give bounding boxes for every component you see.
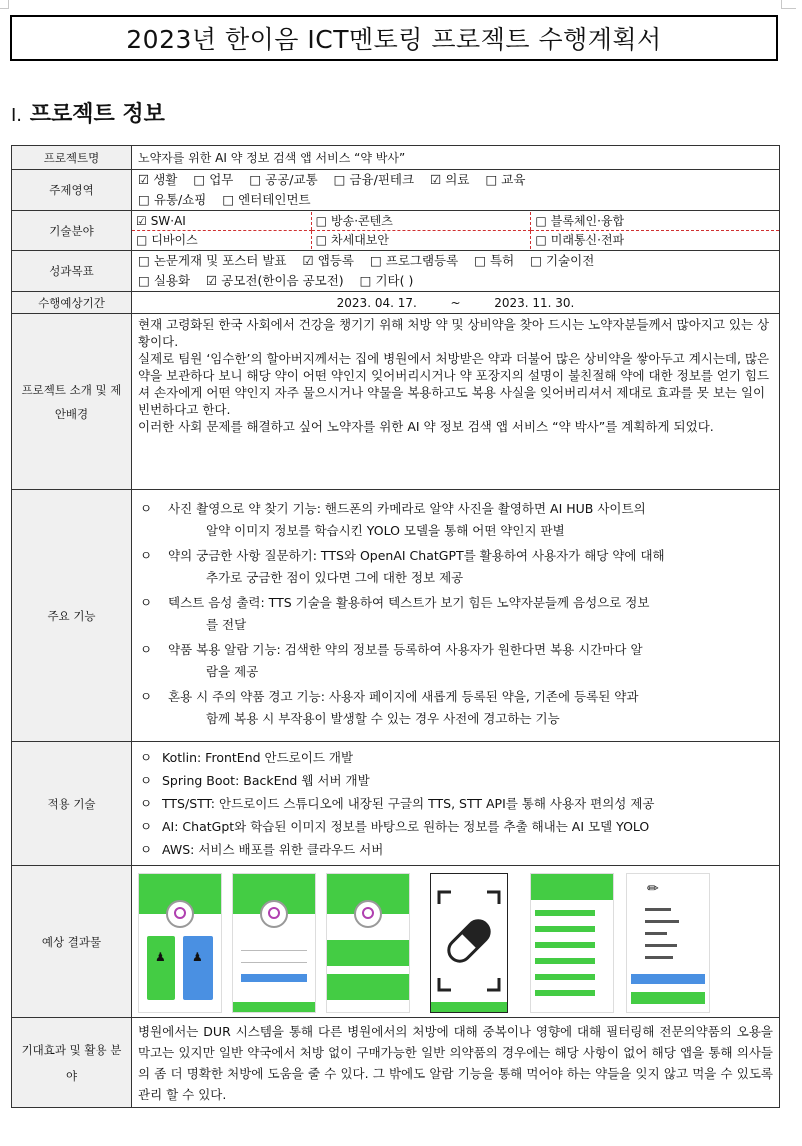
checkbox-icon: □ (485, 172, 498, 187)
app-screen-login (138, 873, 222, 1013)
menu-item-search (327, 974, 409, 1000)
domain-line-1 (138, 170, 773, 190)
option-item (530, 251, 594, 271)
period-separator: ~ (450, 295, 461, 310)
label-result: 예상 결과물 (12, 866, 132, 1018)
bullet-icon: ㅇ (140, 689, 153, 704)
tech-field-option (311, 231, 531, 250)
option-label: 기술이전 (545, 253, 595, 268)
feature-item (134, 498, 771, 542)
label-goal: 성과목표 (12, 251, 132, 292)
option-label: 블록체인·융합 (550, 214, 625, 228)
option-label: 논문게재 및 포스터 발표 (153, 253, 287, 268)
checkbox-icon: ☑ (138, 172, 150, 187)
list-item (535, 910, 595, 916)
option-label: 업무 (209, 172, 234, 187)
bullet-icon: ㅇ (140, 819, 153, 834)
result-screens (132, 866, 780, 1018)
app-screen-signup (232, 873, 316, 1013)
checkbox-icon: □ (222, 192, 235, 207)
pill-icon: ✏ (647, 880, 659, 897)
bullet-icon: ㅇ (140, 548, 153, 563)
label-period: 수행예상기간 (12, 292, 132, 314)
checkbox-icon: □ (535, 233, 547, 247)
option-label: 미래통신·전파 (550, 233, 625, 247)
goal-line-2 (138, 271, 773, 291)
list-item (535, 958, 595, 964)
feature-text: 사진 촬영으로 약 찾기 기능: 핸드폰의 카메라로 알약 사진을 촬영하면 AI HUB 사이트의 (168, 501, 646, 516)
option-label: 공공/교통 (265, 172, 318, 187)
option-label: 공모전(한이음 공모전) (221, 273, 344, 288)
tech-text: Spring Boot: BackEnd 웹 서버 개발 (162, 773, 370, 788)
checkbox-icon: □ (138, 192, 150, 207)
checkbox-icon: □ (359, 273, 372, 288)
checkbox-icon: □ (249, 172, 262, 187)
option-item (138, 190, 206, 210)
feature-text-cont: 를 전달 (206, 617, 247, 632)
option-item (474, 251, 514, 271)
checkbox-icon: ☑ (302, 253, 314, 268)
label-effect: 기대효과 및 활용 분야 (12, 1018, 132, 1108)
tech-field-grid (132, 211, 780, 251)
tts-button (631, 974, 705, 984)
checkbox-icon: □ (136, 233, 148, 247)
background-paragraph: 이러한 사회 문제를 해결하고 싶어 노약자를 위한 AI 약 정보 검색 앱 서비스 “약 박사”를 계획하게 되었다. (138, 419, 714, 434)
goal-options (132, 251, 780, 292)
tech-item (134, 746, 777, 769)
app-screenshots (132, 867, 779, 1017)
app-screen-pill-detail (626, 873, 710, 1013)
pill-capture-icon (431, 874, 507, 1012)
bullet-icon: ㅇ (140, 501, 153, 516)
background-paragraph: 현재 고령화된 한국 사회에서 건강을 챙기기 위해 처방 약 및 상비약을 찾아 드시는 노약자분들께서 많아지고 있는 상황이다. (138, 317, 770, 349)
label-domain: 주제영역 (12, 170, 132, 211)
feature-text: 약품 복용 알람 기능: 검색한 약의 정보를 등록하여 사용자가 원한다면 복용 시간마다 알 (168, 642, 643, 657)
section-title: 프로젝트 정보 (29, 102, 165, 127)
feature-text-cont: 함께 복용 시 부작용이 발생할 수 있는 경우 사전에 경고하는 기능 (206, 711, 560, 726)
person-icon: ♟ (192, 949, 203, 964)
feature-text: 혼용 시 주의 약품 경고 기능: 사용자 페이지에 새롭게 등록된 약을, 기존에 등록된 약과 (168, 689, 639, 704)
user-card (147, 936, 175, 1000)
checkbox-icon: □ (193, 172, 206, 187)
checkbox-icon: ☑ (206, 273, 218, 288)
feature-text-cont: 추가로 궁금한 점이 있다면 그에 대한 정보 제공 (206, 570, 464, 585)
project-info-table (11, 145, 780, 1108)
tech-item (134, 815, 777, 838)
tech-item (134, 792, 777, 815)
option-item (430, 170, 469, 190)
option-item (302, 251, 353, 271)
corner-mark (0, 0, 9, 9)
menu-item-camera (327, 940, 409, 966)
feature-text-cont: 알약 이미지 정보를 학습시킨 YOLO 모델을 통해 어떤 약인지 판별 (206, 523, 565, 538)
goal-line-1 (138, 251, 773, 271)
project-name-value: 노약자를 위한 AI 약 정보 검색 앱 서비스 “약 박사” (132, 146, 780, 170)
login-button (241, 974, 307, 982)
tech-field-table (132, 212, 779, 249)
magnifier-icon (166, 900, 194, 928)
option-item (193, 170, 233, 190)
feature-item (134, 545, 771, 589)
list-item (535, 942, 595, 948)
checkbox-icon: □ (315, 233, 328, 247)
option-item (485, 170, 525, 190)
bullet-icon: ㅇ (140, 842, 153, 857)
option-item (360, 271, 414, 291)
period-end: 2023. 11. 30. (494, 295, 575, 310)
tech-field-option (531, 212, 779, 231)
label-features: 주요 기능 (12, 490, 132, 742)
checkbox-icon: □ (474, 253, 487, 268)
app-screen-pill-list (530, 873, 614, 1013)
corner-mark (781, 0, 796, 9)
option-item (138, 271, 190, 291)
tech-list (132, 742, 780, 866)
tech-item (134, 838, 777, 861)
option-label: 교육 (501, 172, 526, 187)
section-number: I. (11, 105, 23, 126)
bullet-icon: ㅇ (140, 796, 153, 811)
feature-text-cont: 람을 제공 (206, 664, 259, 679)
tech-field-option (132, 231, 311, 250)
tech-field-option (132, 212, 311, 231)
tech-item (134, 769, 777, 792)
option-label: SW·AI (150, 214, 186, 228)
tech-field-option (311, 212, 531, 231)
option-label: 생활 (153, 172, 178, 187)
option-label: 프로그램등록 (385, 253, 459, 268)
checkbox-icon: □ (138, 273, 150, 288)
option-item (206, 271, 344, 291)
bullet-icon: ㅇ (140, 642, 153, 657)
feature-text: 약의 궁금한 사항 질문하기: TTS와 OpenAI ChatGPT를 활용하여 사용자가 해당 약에 대해 (168, 548, 665, 563)
register-button (631, 992, 705, 1004)
document-title: 2023년 한이음 ICT멘토링 프로젝트 수행계획서 (10, 15, 778, 61)
option-item (138, 170, 177, 190)
period-start: 2023. 04. 17. (336, 295, 417, 310)
app-screen-camera (430, 873, 508, 1013)
list-item (535, 974, 595, 980)
period-value (132, 292, 780, 314)
tech-field-option (531, 231, 779, 250)
label-tech-field: 기술분야 (12, 211, 132, 251)
app-screen-menu (326, 873, 410, 1013)
option-item (138, 251, 286, 271)
feature-item (134, 592, 771, 636)
tech-items (134, 746, 777, 861)
person-icon: ♟ (155, 949, 166, 964)
checkbox-icon: □ (315, 214, 328, 228)
background-paragraph: 실제로 팀원 ‘임수한’의 할아버지께서는 집에 병원에서 처방받은 약과 더불어 많은 상비약을 쌓아두고 계시는데, 많은 약을 보관하다 보니 해당 약이 어떤 약인지 잊어버리시거나 약 포장지의 설명이 불친절해 약에 대한 정보를 얻기 힘드셔 손자에게 어떤 약인지 자주 물으시거나 약물을 복용하고도 복용 사실을 잊어버리셔서 제대로 효과를 못 보는 일이 빈번하다고 한다. (138, 351, 770, 417)
checkbox-icon: ☑ (430, 172, 442, 187)
features-list (132, 490, 780, 742)
option-label: 실용화 (153, 273, 191, 288)
background-text (132, 314, 780, 490)
option-label: 앱등록 (317, 253, 354, 268)
tech-text: AWS: 서비스 배포를 위한 클라우드 서버 (162, 842, 384, 857)
option-label: 엔터테인먼트 (238, 192, 311, 207)
label-background: 프로젝트 소개 및 제안배경 (12, 314, 132, 490)
option-label: 기타( ) (375, 273, 414, 288)
option-label: 유통/쇼핑 (153, 192, 207, 207)
option-item (334, 170, 414, 190)
tech-text: AI: ChatGpt와 학습된 이미지 정보를 바탕으로 원하는 정보를 추출 해내는 AI 모델 YOLO (162, 819, 650, 834)
domain-line-2 (138, 190, 773, 210)
feature-items (134, 498, 771, 730)
tech-text: TTS/STT: 안드로이드 스튜디오에 내장된 구글의 TTS, STT API를 통해 사용자 편의성 제공 (162, 796, 655, 811)
feature-item (134, 639, 771, 683)
option-label: 의료 (445, 172, 470, 187)
feature-item (134, 686, 771, 730)
feature-text: 텍스트 음성 출력: TTS 기술을 활용하여 텍스트가 보기 힘든 노약자분들께 음성으로 정보 (168, 595, 650, 610)
checkbox-icon: □ (369, 253, 382, 268)
option-item (370, 251, 458, 271)
checkbox-icon: □ (138, 253, 150, 268)
list-item (535, 990, 595, 996)
option-label: 특허 (490, 253, 515, 268)
user-card (183, 936, 213, 1000)
section-heading (11, 97, 165, 128)
list-item (535, 926, 595, 932)
tech-text: Kotlin: FrontEnd 안드로이드 개발 (162, 750, 354, 765)
checkbox-icon: □ (530, 253, 542, 268)
domain-options (132, 170, 780, 211)
option-label: 차세대보안 (331, 233, 389, 247)
magnifier-icon (354, 900, 382, 928)
bullet-icon: ㅇ (140, 750, 153, 765)
bullet-icon: ㅇ (140, 773, 153, 788)
option-label: 디바이스 (151, 233, 198, 247)
checkbox-icon: ☑ (136, 214, 147, 228)
checkbox-icon: □ (535, 214, 547, 228)
option-item (249, 170, 317, 190)
effect-text: 병원에서는 DUR 시스템을 통해 다른 병원에서의 처방에 대해 중복이나 영향에 대해 필터링해 전문의약품의 오용을 막고는 있지만 일반 약국에서 처방 없이 구매가능한 일반 의약품의 경우에는 해당 사항이 없어 해당 앱을 통해 의사들의 좀 더 명확한 처방에 도움을 줄 수 있다. 그 밖에도 알람 기능을 통해 먹어야 하는 약들을 잊지 않고 먹을 수 있도록 관리 할 수 있다. (132, 1018, 780, 1108)
magnifier-icon (260, 900, 288, 928)
bullet-icon: ㅇ (140, 595, 153, 610)
label-tech: 적용 기술 (12, 742, 132, 866)
option-label: 금융/핀테크 (349, 172, 415, 187)
option-label: 방송·콘텐츠 (331, 214, 393, 228)
label-project-name: 프로젝트명 (12, 146, 132, 170)
checkbox-icon: □ (333, 172, 346, 187)
option-item (222, 190, 310, 210)
